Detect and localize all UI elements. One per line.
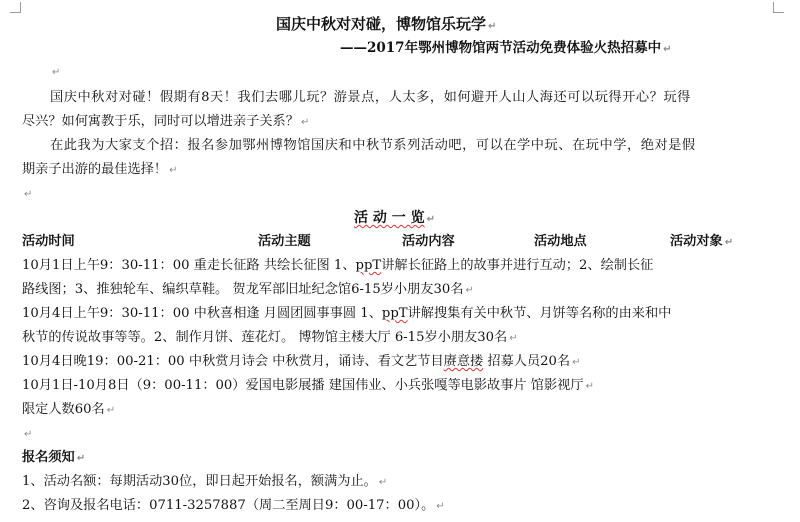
notice-heading: 报名须知 ↵	[22, 450, 86, 465]
intro-line-2: 尽兴？如何寓教于乐，同时可以增进亲子关系？ ↵	[22, 114, 310, 129]
intro-line-4: 期亲子出游的最佳选择！ ↵	[22, 162, 178, 177]
intro-line-3: 在此我为大家支个招：报名参加鄂州博物馆国庆和中秋节系列活动吧，可以在学中玩、在玩中学，绝对是假	[50, 138, 696, 153]
document-subtitle: ——2017年鄂州博物馆两节活动免费体验火热招募中 ↵	[340, 40, 672, 56]
empty-paragraph: ↵	[52, 67, 61, 78]
empty-paragraph: ↵	[24, 429, 33, 440]
notice-item-2: 2、咨询及报名电话：0711-3257887（周二至周日9：00-17：00）。 ↵	[22, 498, 445, 513]
header-activity-time: 活动时间	[22, 234, 75, 249]
overview-heading: 活 动 一 览 ↵	[354, 210, 436, 226]
event-1-line-2: 路线图；3、推独轮车、编织草鞋。 贺龙军部旧址纪念馆6-15岁小朋友30名 ↵	[22, 282, 474, 297]
event-4-line-1: 10月1日-10月8日（9：00-11：00）爱国电影展播 建国伟业、小兵张嘎等电影故事片 馆影视厅 ↵	[22, 378, 594, 393]
page-corner-mark-left	[10, 2, 21, 13]
page-corner-mark-right	[773, 2, 784, 13]
header-activity-audience: 活动对象 ↵	[670, 234, 734, 249]
event-1-line-1: 10月1日上午9：30-11：00 重走长征路 共绘长征图 1、ppT讲解长征路上的故事并进行互动；2、绘制长征	[22, 258, 654, 273]
intro-line-1: 国庆中秋对对碰！假期有8天！我们去哪儿玩？游景点，人太多，如何避开人山人海还可以玩得开心？玩得	[50, 90, 691, 105]
event-2-line-1: 10月4日上午9：30-11：00 中秋喜相逢 月圆团圆事事圆 1、ppT讲解搜集有关中秋节、月饼等名称的由来和中	[22, 306, 672, 321]
event-2-line-2: 秋节的传说故事等等。2、制作月饼、莲花灯。 博物馆主楼大厅 6-15岁小朋友30名 ↵	[22, 330, 518, 345]
header-activity-content: 活动内容	[402, 234, 455, 249]
empty-paragraph: ↵	[24, 189, 33, 200]
header-activity-theme: 活动主题	[258, 234, 311, 249]
event-4-line-2: 限定人数60名 ↵	[22, 402, 116, 417]
document-title: 国庆中秋对对碰，博物馆乐玩学 ↵	[276, 15, 497, 33]
notice-item-1: 1、活动名额：每期活动30位，即日起开始报名，额满为止。 ↵	[22, 474, 388, 489]
event-3-line: 10月4日晚19：00-21：00 中秋赏月诗会 中秋赏月，诵诗、看文艺节目赓意搂 招募人员20名 ↵	[22, 354, 581, 369]
header-activity-location: 活动地点	[534, 234, 587, 249]
